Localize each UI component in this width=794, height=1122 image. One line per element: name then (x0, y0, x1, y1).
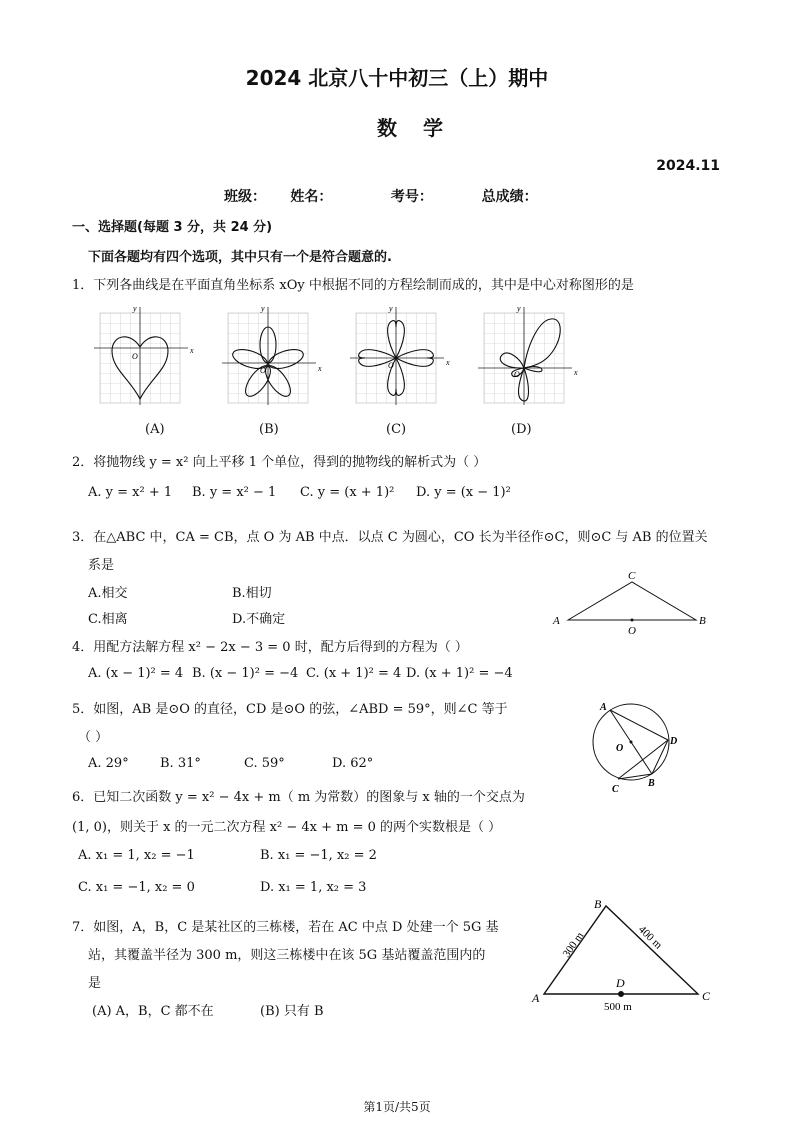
figure-d-butterfly (478, 304, 578, 405)
svg-text:C: C (702, 989, 711, 1003)
svg-text:x: x (318, 364, 322, 373)
question-7-text-line3: 是 (88, 976, 102, 991)
page-footer: 第1页/共5页 (363, 1100, 431, 1114)
svg-text:300 m: 300 m (560, 930, 587, 960)
svg-text:B: B (594, 897, 602, 911)
q3-option-d: D.不确定 (232, 612, 286, 627)
question-3-text-line1: 3．在△ABC 中，CA = CB，点 O 为 AB 中点．以点 C 为圆心，CO 长为半径作⊙C，则⊙C 与 AB 的位置关 (72, 530, 708, 545)
question-6-text-line1: 6．已知二次函数 y = x² − 4x + m（ m 为常数）的图象与 x 轴的一个交点为 (72, 790, 525, 805)
svg-text:500 m: 500 m (604, 1001, 632, 1012)
q5-circle-figure (588, 696, 688, 796)
svg-text:B: B (699, 615, 706, 627)
q3-option-c: C.相离 (88, 612, 128, 627)
q1-option-a: (A) (145, 422, 165, 437)
svg-text:A: A (600, 702, 607, 713)
q6-option-a: A. x₁ = 1, x₂ = −1 (78, 848, 195, 863)
svg-text:O: O (132, 352, 138, 361)
figure-a-heart (94, 304, 194, 405)
svg-text:y: y (517, 304, 521, 313)
q7-option-b: (B) 只有 B (260, 1004, 324, 1019)
question-4-text: 4．用配方法解方程 x² − 2x − 3 = 0 时，配方后得到的方程为（ ） (72, 640, 468, 655)
svg-text:A: A (532, 991, 540, 1005)
q7-triangle-figure (526, 894, 726, 1012)
question-6-text-line2: (1, 0)，则关于 x 的一元二次方程 x² − 4x + m = 0 的两个实数根是（ ） (72, 820, 502, 835)
q1-option-c: (C) (386, 422, 407, 437)
q3-option-a: A.相交 (88, 586, 128, 601)
svg-text:y: y (389, 304, 393, 313)
q1-figures (90, 303, 730, 408)
figure-c-four-hearts (350, 304, 450, 405)
svg-text:A: A (553, 615, 560, 627)
q3-triangle-figure (548, 568, 718, 638)
question-2-text: 2．将抛物线 y = x² 向上平移 1 个单位，得到的抛物线的解析式为（ ） (72, 455, 487, 470)
svg-text:B: B (648, 778, 655, 789)
q2-option-d: D. y = (x − 1)² (416, 485, 511, 500)
q7-option-a: (A) A，B，C 都不在 (92, 1004, 214, 1019)
svg-text:y: y (133, 304, 137, 313)
student-info-line: 班级： 姓名： 考号： 总成绩： (224, 189, 538, 205)
exam-date: 2024.11 (656, 158, 720, 174)
q4-option-b: B. (x − 1)² = −4 (192, 666, 299, 681)
q5-option-b: B. 31° (160, 756, 201, 771)
svg-text:C: C (612, 784, 619, 795)
q2-option-a: A. y = x² + 1 (88, 485, 173, 500)
q6-option-d: D. x₁ = 1, x₂ = 3 (260, 880, 367, 895)
question-7-text-line1: 7．如图，A，B，C 是某社区的三栋楼，若在 AC 中点 D 处建一个 5G 基 (72, 920, 499, 935)
question-1-text: 1．下列各曲线是在平面直角坐标系 xOy 中根据不同的方程绘制而成的，其中是中心对称图形的是 (72, 278, 634, 293)
svg-text:D: D (616, 976, 625, 990)
figure-b-flower (222, 304, 322, 405)
svg-text:x: x (574, 368, 578, 377)
svg-text:O: O (388, 361, 394, 370)
svg-text:O: O (616, 743, 624, 754)
svg-text:O: O (628, 625, 636, 637)
svg-text:x: x (446, 358, 450, 367)
q1-option-b: (B) (259, 422, 279, 437)
question-3-text-line2: 系是 (88, 558, 115, 573)
svg-text:x: x (190, 346, 194, 355)
question-5-text-line1: 5．如图，AB 是⊙O 的直径，CD 是⊙O 的弦，∠ABD = 59°，则∠C 等于 (72, 702, 508, 717)
svg-text:C: C (628, 570, 636, 582)
svg-text:O: O (514, 370, 520, 379)
subject-title: 数学 (377, 116, 469, 140)
question-7-text-line2: 站，其覆盖半径为 300 m，则这三栋楼中在该 5G 基站覆盖范围内的 (88, 948, 486, 963)
q1-option-d: (D) (511, 422, 532, 437)
q5-option-a: A. 29° (88, 756, 129, 771)
q3-option-b: B.相切 (232, 586, 272, 601)
question-5-text-line2: （ ） (78, 730, 109, 745)
svg-text:O: O (260, 366, 266, 375)
page-title: 2024 北京八十中初三（上）期中 (245, 66, 549, 90)
q5-option-d: D. 62° (332, 756, 374, 771)
svg-text:D: D (670, 736, 678, 747)
q4-option-a: A. (x − 1)² = 4 (88, 666, 184, 681)
q2-option-c: C. y = (x + 1)² (300, 485, 395, 500)
q5-option-c: C. 59° (244, 756, 285, 771)
svg-text:y: y (261, 304, 265, 313)
section-instruction: 下面各题均有四个选项，其中只有一个是符合题意的. (88, 250, 392, 265)
svg-text:400 m: 400 m (635, 923, 665, 952)
q4-option-c: C. (x + 1)² = 4 (306, 666, 402, 681)
q6-option-b: B. x₁ = −1, x₂ = 2 (260, 848, 377, 863)
section-heading: 一、选择题(每题 3 分，共 24 分) (72, 220, 273, 235)
q2-option-b: B. y = x² − 1 (192, 485, 277, 500)
q4-option-d: D. (x + 1)² = −4 (406, 666, 513, 681)
q6-option-c: C. x₁ = −1, x₂ = 0 (78, 880, 195, 895)
